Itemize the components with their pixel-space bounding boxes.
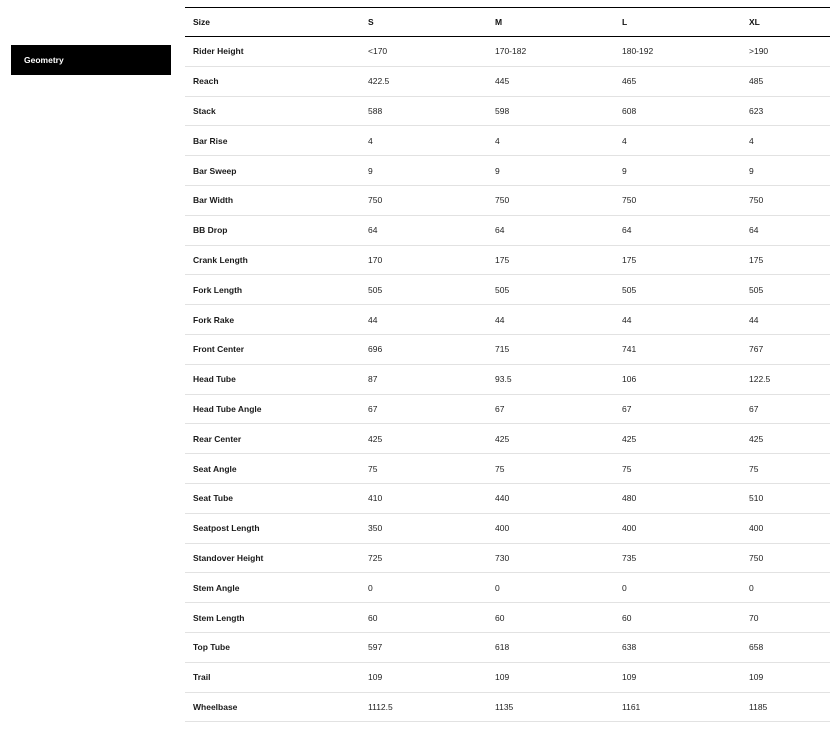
cell-size-xl: 4: [749, 135, 754, 146]
table-body: [185, 37, 830, 722]
cell-size-m: 75: [495, 463, 505, 474]
table-row: [185, 96, 830, 126]
cell-size-xl: 485: [749, 76, 764, 87]
cell-size-l: 608: [622, 105, 637, 116]
cell-size-s: 505: [368, 284, 383, 295]
cell-size-m: 4: [495, 135, 500, 146]
cell-size-xl: 75: [749, 463, 759, 474]
header-size-label: Size: [193, 17, 211, 27]
cell-size-s: 170: [368, 254, 383, 265]
row-label: Bar Rise: [193, 135, 228, 146]
cell-size-s: 9: [368, 165, 373, 176]
table-row: [185, 215, 830, 245]
row-label: Seatpost Length: [193, 523, 260, 534]
cell-size-s: 725: [368, 552, 383, 563]
cell-size-l: 180-192: [622, 46, 654, 57]
cell-size-s: <170: [368, 46, 388, 57]
cell-size-xl: 175: [749, 254, 764, 265]
cell-size-m: 93.5: [495, 374, 512, 385]
sidebar-tab-geometry[interactable]: Geometry: [11, 45, 171, 75]
cell-size-m: 445: [495, 76, 510, 87]
row-label: Standover Height: [193, 552, 264, 563]
table-row: [185, 394, 830, 424]
cell-size-xl: 750: [749, 552, 764, 563]
row-label: Seat Tube: [193, 493, 233, 504]
cell-size-s: 0: [368, 582, 373, 593]
table-row: [185, 573, 830, 603]
table-row: [185, 156, 830, 186]
table-row: [185, 66, 830, 96]
cell-size-l: 106: [622, 374, 637, 385]
cell-size-m: 44: [495, 314, 505, 325]
row-label: Bar Width: [193, 195, 234, 206]
cell-size-m: 109: [495, 672, 510, 683]
cell-size-xl: 70: [749, 612, 759, 623]
cell-size-l: 505: [622, 284, 637, 295]
cell-size-l: 67: [622, 403, 632, 414]
table-row: [185, 334, 830, 364]
cell-size-s: 410: [368, 493, 383, 504]
geometry-table: [185, 7, 830, 722]
table-row: [185, 424, 830, 454]
row-label: Fork Rake: [193, 314, 235, 325]
row-label: Head Tube Angle: [193, 403, 262, 414]
row-label: Rear Center: [193, 433, 242, 444]
cell-size-s: 44: [368, 314, 378, 325]
cell-size-s: 60: [368, 612, 378, 623]
table-row: [185, 364, 830, 394]
cell-size-xl: 122.5: [749, 374, 771, 385]
cell-size-m: 715: [495, 344, 510, 355]
table-row: [185, 185, 830, 215]
header-size-l: L: [622, 17, 628, 27]
cell-size-s: 750: [368, 195, 383, 206]
cell-size-m: 400: [495, 523, 510, 534]
cell-size-s: 67: [368, 403, 378, 414]
row-label: Head Tube: [193, 374, 236, 385]
row-label: Stem Angle: [193, 582, 240, 593]
cell-size-l: 465: [622, 76, 637, 87]
cell-size-l: 60: [622, 612, 632, 623]
cell-size-l: 175: [622, 254, 637, 265]
table-row: [185, 543, 830, 573]
cell-size-s: 75: [368, 463, 378, 474]
row-label: Stack: [193, 105, 216, 116]
row-label: Rider Height: [193, 46, 244, 57]
row-label: Fork Length: [193, 284, 243, 295]
cell-size-s: 597: [368, 642, 383, 653]
row-label: Wheelbase: [193, 701, 238, 712]
cell-size-l: 44: [622, 314, 632, 325]
cell-size-m: 1135: [495, 701, 514, 712]
cell-size-s: 350: [368, 523, 383, 534]
table-row: [185, 37, 830, 67]
cell-size-xl: 750: [749, 195, 764, 206]
cell-size-xl: 67: [749, 403, 759, 414]
cell-size-m: 750: [495, 195, 510, 206]
cell-size-l: 400: [622, 523, 637, 534]
cell-size-s: 422.5: [368, 76, 390, 87]
cell-size-l: 750: [622, 195, 637, 206]
table-row: [185, 126, 830, 156]
cell-size-m: 425: [495, 433, 510, 444]
cell-size-l: 109: [622, 672, 637, 683]
header-size-m: M: [495, 17, 503, 27]
header-size-s: S: [368, 17, 374, 27]
cell-size-l: 9: [622, 165, 627, 176]
cell-size-l: 480: [622, 493, 637, 504]
cell-size-s: 425: [368, 433, 383, 444]
cell-size-l: 1161: [622, 701, 641, 712]
cell-size-s: 64: [368, 225, 378, 236]
cell-size-m: 67: [495, 403, 505, 414]
cell-size-m: 175: [495, 254, 510, 265]
cell-size-s: 696: [368, 344, 383, 355]
cell-size-l: 75: [622, 463, 632, 474]
cell-size-l: 638: [622, 642, 637, 653]
table-row: [185, 454, 830, 484]
table-row: [185, 483, 830, 513]
cell-size-xl: 505: [749, 284, 764, 295]
table-row: [185, 245, 830, 275]
cell-size-l: 741: [622, 344, 637, 355]
cell-size-s: 4: [368, 135, 373, 146]
cell-size-s: 109: [368, 672, 383, 683]
cell-size-l: 64: [622, 225, 632, 236]
table-row: [185, 305, 830, 335]
table-row: [185, 513, 830, 543]
cell-size-m: 505: [495, 284, 510, 295]
cell-size-m: 60: [495, 612, 505, 623]
row-label: Crank Length: [193, 254, 248, 265]
cell-size-xl: 510: [749, 493, 764, 504]
cell-size-l: 735: [622, 552, 637, 563]
cell-size-xl: >190: [749, 46, 769, 57]
row-label: Bar Sweep: [193, 165, 237, 176]
cell-size-m: 440: [495, 493, 510, 504]
cell-size-xl: 109: [749, 672, 764, 683]
cell-size-m: 9: [495, 165, 500, 176]
table-row: [185, 662, 830, 692]
cell-size-l: 0: [622, 582, 627, 593]
row-label: Front Center: [193, 344, 244, 355]
row-label: Trail: [193, 672, 211, 683]
row-label: Stem Length: [193, 612, 245, 623]
cell-size-m: 598: [495, 105, 510, 116]
table-row: [185, 692, 830, 722]
cell-size-xl: 0: [749, 582, 754, 593]
cell-size-xl: 767: [749, 344, 764, 355]
row-label: Reach: [193, 76, 219, 87]
cell-size-l: 425: [622, 433, 637, 444]
header-size-xl: XL: [749, 17, 760, 27]
cell-size-m: 618: [495, 642, 510, 653]
cell-size-xl: 425: [749, 433, 764, 444]
row-label: BB Drop: [193, 225, 228, 236]
cell-size-m: 730: [495, 552, 510, 563]
cell-size-xl: 623: [749, 105, 764, 116]
cell-size-m: 170-182: [495, 46, 527, 57]
cell-size-m: 0: [495, 582, 500, 593]
table-row: [185, 632, 830, 662]
table-row: [185, 275, 830, 305]
table-header-row: [185, 8, 830, 37]
cell-size-xl: 658: [749, 642, 764, 653]
cell-size-xl: 44: [749, 314, 759, 325]
cell-size-l: 4: [622, 135, 627, 146]
cell-size-s: 1112.5: [368, 701, 393, 712]
cell-size-xl: 9: [749, 165, 754, 176]
cell-size-s: 588: [368, 105, 383, 116]
cell-size-xl: 400: [749, 523, 764, 534]
cell-size-s: 87: [368, 374, 378, 385]
row-label: Top Tube: [193, 642, 230, 653]
row-label: Seat Angle: [193, 463, 237, 474]
cell-size-m: 64: [495, 225, 505, 236]
cell-size-xl: 1185: [749, 701, 768, 712]
table-row: [185, 603, 830, 633]
cell-size-xl: 64: [749, 225, 759, 236]
